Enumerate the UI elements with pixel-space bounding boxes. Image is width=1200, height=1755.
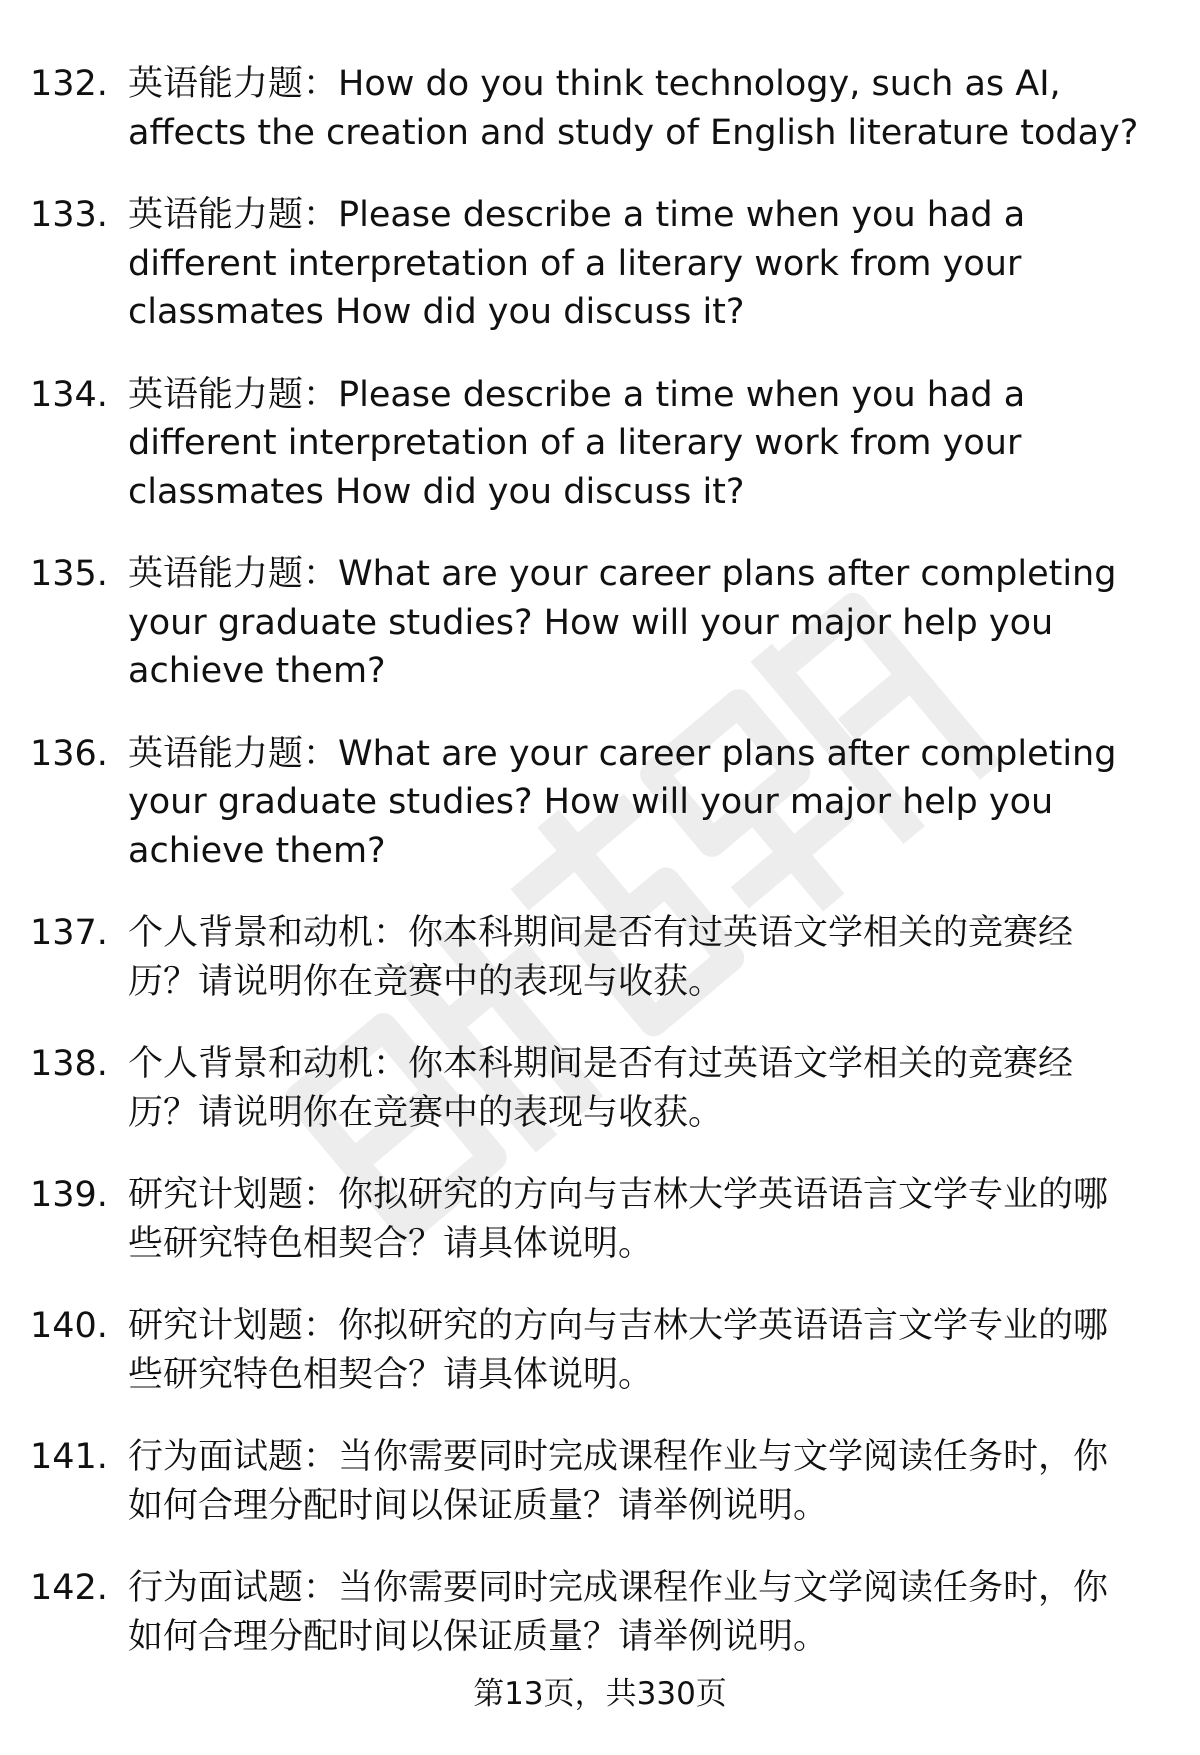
question-text-line: 英语能力题：What are your career plans after completing — [128, 733, 1117, 774]
question-text-line: your graduate studies? How will your major help you — [128, 602, 1054, 643]
question-text — [128, 1040, 1150, 1137]
question-text-line: 些研究特色相契合？请具体说明。 — [128, 1354, 654, 1395]
question-text-line: 英语能力题：How do you think technology, such as AI, — [128, 64, 1061, 104]
question-number: 138. — [30, 1044, 108, 1084]
question-text — [128, 191, 1150, 337]
question-text — [128, 60, 1150, 157]
question-item — [30, 60, 1150, 157]
question-text — [128, 730, 1150, 876]
question-item — [30, 550, 1150, 696]
question-item — [30, 1171, 1150, 1268]
question-number: 142. — [30, 1568, 108, 1608]
question-number: 136. — [30, 733, 108, 774]
question-text — [128, 1171, 1150, 1268]
question-text-line: 行为面试题：当你需要同时完成课程作业与文学阅读任务时，你 — [128, 1568, 1109, 1608]
question-number: 134. — [30, 374, 108, 415]
question-text-line: 如何合理分配时间以保证质量？请举例说明。 — [128, 1485, 829, 1526]
question-text-line: achieve them? — [128, 830, 386, 871]
page-number-footer: 第13页，共330页 — [473, 1676, 727, 1712]
question-text-line: 行为面试题：当你需要同时完成课程作业与文学阅读任务时，你 — [128, 1437, 1109, 1477]
question-text-line: 英语能力题：What are your career plans after completing — [128, 554, 1117, 594]
question-number: 132. — [30, 64, 108, 104]
question-text — [128, 909, 1150, 1006]
question-text-line: 历？请说明你在竞赛中的表现与收获。 — [128, 1092, 724, 1133]
question-text — [128, 1302, 1150, 1399]
question-item — [30, 1433, 1150, 1530]
question-text-line: your graduate studies? How will your major help you — [128, 782, 1054, 822]
question-text-line: affects the creation and study of English literature today? — [128, 112, 1139, 153]
question-text-line: 英语能力题：Please describe a time when you had a — [128, 195, 1026, 235]
question-text-line: 如何合理分配时间以保证质量？请举例说明。 — [128, 1616, 829, 1657]
question-item — [30, 1564, 1150, 1661]
question-text-line: 些研究特色相契合？请具体说明。 — [128, 1223, 654, 1264]
question-text — [128, 371, 1150, 517]
question-text — [128, 1433, 1150, 1530]
question-number: 137. — [30, 913, 108, 953]
question-text-line: classmates How did you discuss it? — [128, 292, 745, 332]
question-text-line: 历？请说明你在竞赛中的表现与收获。 — [128, 961, 724, 1002]
question-item — [30, 730, 1150, 876]
question-item — [30, 371, 1150, 517]
question-text-line: classmates How did you discuss it? — [128, 471, 745, 512]
question-item — [30, 1040, 1150, 1137]
question-number: 141. — [30, 1437, 108, 1477]
question-text-line: 研究计划题：你拟研究的方向与吉林大学英语语言文学专业的哪 — [128, 1306, 1109, 1346]
question-text-line: 研究计划题：你拟研究的方向与吉林大学英语语言文学专业的哪 — [128, 1175, 1109, 1215]
question-text — [128, 1564, 1150, 1661]
question-number: 135. — [30, 554, 108, 594]
question-number: 133. — [30, 195, 108, 235]
question-text — [128, 550, 1150, 696]
question-item — [30, 909, 1150, 1006]
question-text-line: different interpretation of a literary work from your — [128, 423, 1022, 463]
question-number: 139. — [30, 1175, 108, 1215]
question-item — [30, 191, 1150, 337]
question-text-line: different interpretation of a literary work from your — [128, 243, 1022, 284]
question-number: 140. — [30, 1306, 108, 1346]
question-item — [30, 1302, 1150, 1399]
question-list — [30, 60, 1150, 1695]
question-text-line: 英语能力题：Please describe a time when you had a — [128, 374, 1026, 415]
question-text-line: achieve them? — [128, 651, 386, 691]
question-text-line: 个人背景和动机：你本科期间是否有过英语文学相关的竞赛经 — [128, 1044, 1074, 1084]
question-text-line: 个人背景和动机：你本科期间是否有过英语文学相关的竞赛经 — [128, 913, 1074, 953]
